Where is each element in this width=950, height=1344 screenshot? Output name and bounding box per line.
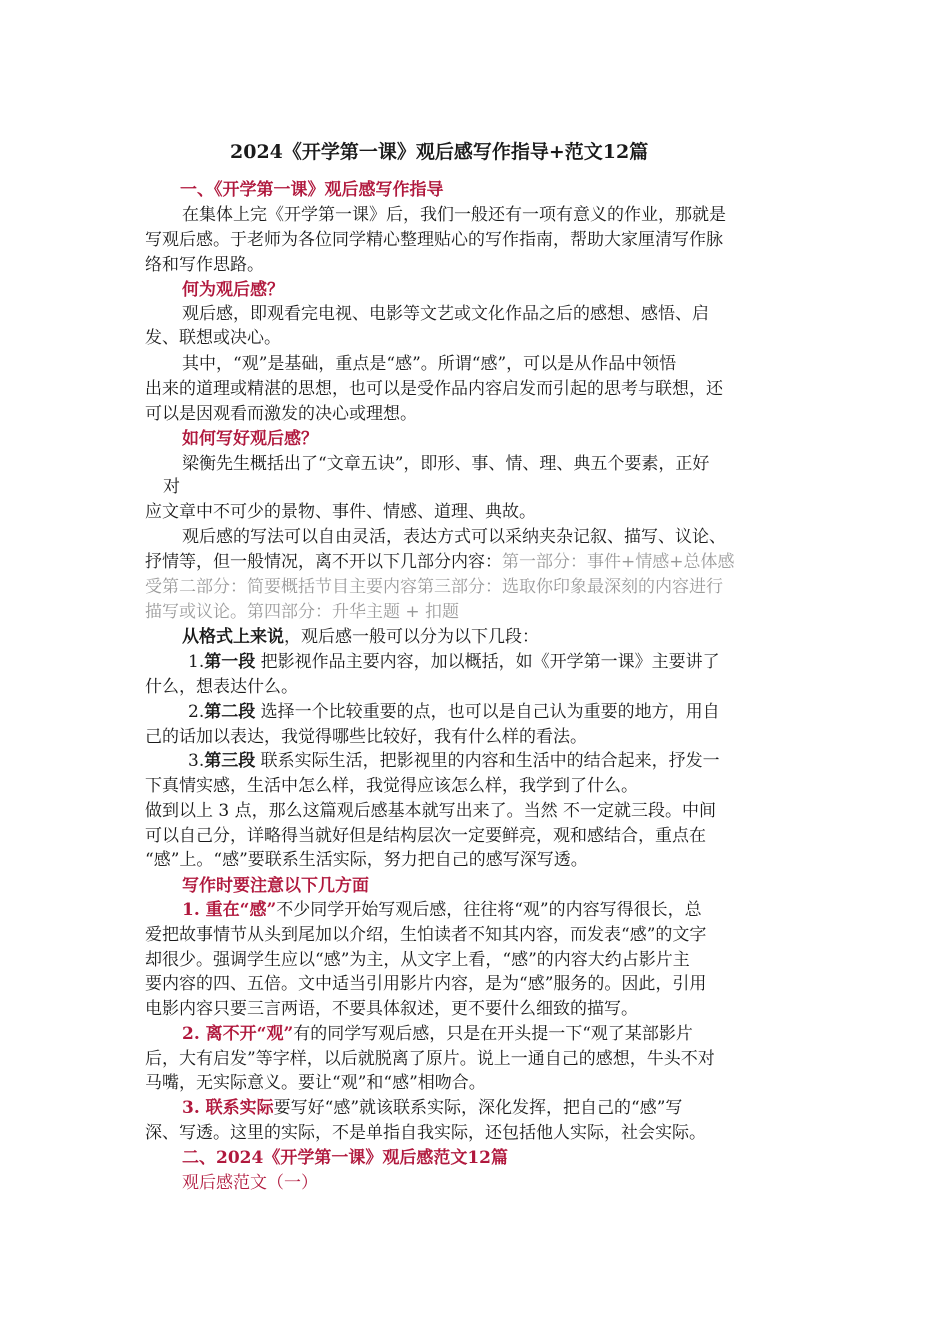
note-label: 重在“感” bbox=[205, 900, 277, 920]
paragraph-two-line bbox=[188, 701, 720, 723]
five-tips-line: 应文章中不可少的景物、事件、情感、道理、典故。 bbox=[145, 502, 536, 522]
notes-heading: 写作时要注意以下几方面 bbox=[182, 876, 369, 896]
question-heading-2: 如何写好观后感？ bbox=[182, 429, 318, 449]
note-two-line: 后，大有启发”等字样，以后就脱离了原片。说上一通自己的感想，牛头不对 bbox=[145, 1049, 715, 1069]
note-one-line: 要内容的四、五倍。文中适当引用影片内容，是为“感”服务的。因此，引用 bbox=[145, 974, 707, 994]
paragraph-two-line: 己的话加以表达，我觉得哪些比较好，我有什么样的看法。 bbox=[145, 727, 587, 747]
intro-line: 在集体上完《开学第一课》后，我们一般还有一项有意义的作业，那就是 bbox=[182, 205, 726, 225]
explanation-line: 出来的道理或精湛的思想，也可以是受作品内容启发而引起的思考与联想，还 bbox=[145, 379, 723, 399]
question-heading-1: 何为观后感？ bbox=[182, 280, 284, 300]
five-tips-line: 梁衡先生概括出了“文章五诀”，即形、事、情、理、典五个要素，正好 bbox=[182, 454, 710, 474]
document-title: 2024《开学第一课》观后感写作指导+范文12篇 bbox=[230, 141, 649, 163]
item-text: 把影视作品主要内容，加以概括，如《开学第一课》主要讲了 bbox=[255, 652, 720, 672]
parts-line: 描写或议论。第四部分：升华主题 + 扣题 bbox=[145, 602, 460, 622]
paragraph-one-line: 什么，想表达什么。 bbox=[145, 677, 298, 697]
note-text: 要写好“感”就该联系实际，深化发挥，把自己的“感”写 bbox=[273, 1098, 683, 1118]
explanation-line: 可以是因观看而激发的决心或理想。 bbox=[145, 404, 417, 424]
method-line: 观后感的写法可以自由灵活，表达方式可以采纳夹杂记叙、描写、议论、 bbox=[182, 527, 726, 547]
note-three-line: 深、写透。这里的实际，不是单指自我实际，还包括他人实际，社会实际。 bbox=[145, 1123, 706, 1143]
format-rest: ，观后感一般可以分为以下几段： bbox=[284, 627, 539, 647]
item-number: 1. bbox=[188, 652, 205, 672]
summary-line: “感”上。“感”要联系生活实际，努力把自己的感写深写透。 bbox=[145, 850, 588, 870]
parts-text: 第一部分：事件+情感+总体感 bbox=[502, 552, 735, 572]
note-label: 离不开“观” bbox=[205, 1024, 294, 1044]
definition-line: 发、联想或决心。 bbox=[145, 328, 281, 348]
note-number: 2. bbox=[182, 1024, 206, 1044]
note-label: 联系实际 bbox=[205, 1098, 274, 1118]
parts-line: 受第二部分：简要概括节目主要内容第三部分：选取你印象最深刻的内容进行 bbox=[145, 577, 723, 597]
paragraph-three-line: 下真情实感，生活中怎么样，我觉得应该怎么样，我学到了什么。 bbox=[145, 776, 638, 796]
summary-line: 可以自己分，详略得当就好但是结构层次一定要鲜亮，观和感结合，重点在 bbox=[145, 826, 706, 846]
note-two-line: 马嘴，无实际意义。要让“观”和“感”相吻合。 bbox=[145, 1073, 486, 1093]
item-text: 联系实际生活，把影视里的内容和生活中的结合起来，抒发一 bbox=[255, 751, 720, 771]
definition-line: 观后感，即观看完电视、电影等文艺或文化作品之后的感想、感悟、启 bbox=[182, 304, 709, 324]
intro-line: 写观后感。于老师为各位同学精心整理贴心的写作指南，帮助大家厘清写作脉 bbox=[145, 230, 723, 250]
note-number: 3. bbox=[182, 1098, 206, 1118]
paragraph-one-line bbox=[188, 651, 720, 673]
item-label: 第二段 bbox=[204, 702, 256, 722]
format-intro bbox=[182, 626, 539, 648]
paragraph-three-line bbox=[188, 750, 720, 772]
item-label: 第一段 bbox=[204, 652, 256, 672]
explanation-line: 其中，“观”是基础，重点是“感”。所谓“感”，可以是从作品中领悟 bbox=[182, 354, 677, 374]
item-number: 3. bbox=[188, 751, 205, 771]
note-one-line: 爱把故事情节从头到尾加以介绍，生怕读者不知其内容，而发表“感”的文字 bbox=[145, 925, 707, 945]
item-label: 第三段 bbox=[204, 751, 256, 771]
section-heading-2: 二、2024《开学第一课》观后感范文12篇 bbox=[182, 1148, 508, 1168]
format-bold: 从格式上来说 bbox=[182, 627, 284, 647]
note-three-line bbox=[182, 1097, 682, 1119]
note-one-line: 电影内容只要三言两语，不要具体叙述，更不要什么细致的描写。 bbox=[145, 999, 638, 1019]
note-text: 有的同学写观后感，只是在开头提一下“观了某部影片 bbox=[293, 1024, 693, 1044]
section-heading-1: 一、《开学第一课》观后感写作指导 bbox=[180, 180, 444, 200]
method-text: 抒情等，但一般情况，离不开以下几部分内容： bbox=[145, 552, 502, 572]
sample-heading: 观后感范文（一） bbox=[182, 1173, 318, 1193]
item-text: 选择一个比较重要的点，也可以是自己认为重要的地方，用自 bbox=[255, 702, 720, 722]
intro-line: 络和写作思路。 bbox=[145, 255, 264, 275]
note-number: 1. bbox=[182, 900, 206, 920]
five-tips-line: 对 bbox=[163, 477, 180, 497]
method-line bbox=[145, 551, 735, 573]
summary-line: 做到以上 3 点，那么这篇观后感基本就写出来了。当然 不一定就三段。中间 bbox=[145, 801, 717, 821]
note-one-line bbox=[182, 899, 702, 921]
note-two-line bbox=[182, 1023, 693, 1045]
item-number: 2. bbox=[188, 702, 205, 722]
note-one-line: 却很少。强调学生应以“感”为主，从文字上看，“感”的内容大约占影片主 bbox=[145, 950, 690, 970]
note-text: 不少同学开始写观后感，往往将“观”的内容写得很长，总 bbox=[276, 900, 702, 920]
